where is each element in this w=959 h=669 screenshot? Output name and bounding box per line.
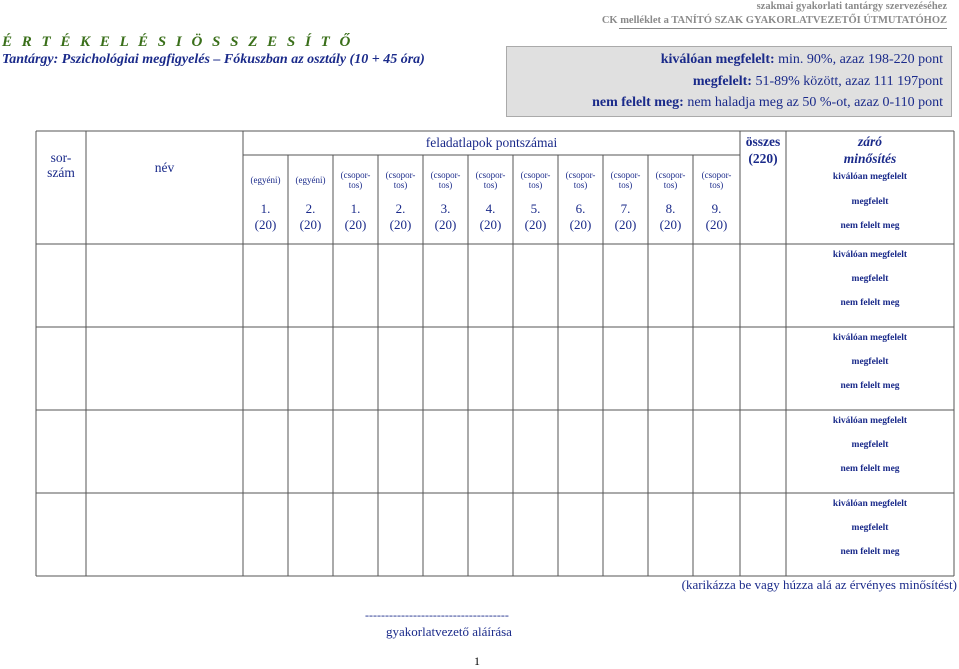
- task-type: (csopor- tos): [565, 170, 596, 190]
- header-task-scores: feladatlapok pontszámai: [425, 135, 558, 150]
- page-number: 1: [474, 654, 480, 668]
- task-type: (csopor- tos): [610, 170, 641, 190]
- task-number: 5.: [530, 201, 541, 216]
- eval-option-excellent[interactable]: kiválóan megfelelt: [832, 250, 908, 260]
- task-number: 7.: [620, 201, 631, 216]
- signature-label: gyakorlatvezető aláírása: [386, 624, 512, 639]
- document-subject: Tantárgy: Pszichológiai megfigyelés – Fókuszban az osztály (10 + 45 óra): [2, 52, 425, 67]
- task-max-points: (20): [659, 217, 682, 232]
- eval-option-excellent[interactable]: kiválóan megfelelt: [832, 333, 908, 343]
- task-number: 9.: [711, 201, 722, 216]
- eval-option-pass[interactable]: megfelelt: [851, 357, 889, 367]
- eval-option-pass[interactable]: megfelelt: [851, 440, 889, 450]
- task-type: (csopor- tos): [655, 170, 686, 190]
- task-type: (csopor- tos): [701, 170, 732, 190]
- task-max-points: (20): [434, 217, 457, 232]
- task-type: (csopor- tos): [340, 170, 371, 190]
- header-nev: név: [154, 160, 175, 175]
- document-title: É R T É K E L É S I Ö S S Z E S Í T Ő: [2, 34, 354, 50]
- signature-line: ------------------------------------: [365, 608, 509, 622]
- task-max-points: (20): [524, 217, 547, 232]
- eval-option-excellent[interactable]: kiválóan megfelelt: [832, 416, 908, 426]
- task-number: 6.: [575, 201, 586, 216]
- task-max-points: (20): [614, 217, 637, 232]
- task-max-points: (20): [254, 217, 277, 232]
- task-number: 1.: [350, 201, 361, 216]
- criteria-box: [506, 46, 952, 117]
- eval-option-pass[interactable]: megfelelt: [851, 197, 889, 207]
- criteria-pass-text: 51-89% között, azaz 111 197pont: [751, 74, 943, 89]
- task-type: (csopor- tos): [475, 170, 506, 190]
- task-max-points: (20): [569, 217, 592, 232]
- task-max-points: (20): [705, 217, 728, 232]
- header-line-1: szakmai gyakorlati tantárgy szervezéséhez: [756, 1, 947, 12]
- task-number: 3.: [440, 201, 451, 216]
- task-type: (csopor- tos): [520, 170, 551, 190]
- instruction-note: (karikázza be vagy húzza alá az érvényes minősítést): [681, 577, 957, 592]
- task-number: 1.: [260, 201, 271, 216]
- task-max-points: (20): [479, 217, 502, 232]
- header-total-2: (220): [748, 151, 778, 166]
- task-max-points: (20): [299, 217, 322, 232]
- criteria-pass: [693, 74, 943, 90]
- task-type: (egyéni): [250, 175, 281, 185]
- task-max-points: (20): [389, 217, 412, 232]
- task-number: 8.: [665, 201, 676, 216]
- eval-option-fail[interactable]: nem felelt meg: [840, 381, 900, 391]
- task-type: (csopor- tos): [430, 170, 461, 190]
- eval-option-pass[interactable]: megfelelt: [851, 274, 889, 284]
- task-number: 2.: [305, 201, 316, 216]
- criteria-fail-label: nem felelt meg:: [592, 95, 684, 110]
- task-type: (csopor- tos): [385, 170, 416, 190]
- eval-option-excellent[interactable]: kiválóan megfelelt: [832, 172, 908, 182]
- task-number: 2.: [395, 201, 406, 216]
- eval-option-excellent[interactable]: kiválóan megfelelt: [832, 499, 908, 509]
- header-sorszam-1: sor-: [50, 150, 72, 165]
- criteria-pass-label: megfelelt:: [692, 74, 752, 89]
- criteria-fail-text: nem haladja meg az 50 %-ot, azaz 0-110 pont: [683, 95, 943, 110]
- criteria-fail: [592, 95, 943, 111]
- criteria-excellent: [661, 52, 943, 68]
- eval-option-pass[interactable]: megfelelt: [851, 523, 889, 533]
- eval-option-fail[interactable]: nem felelt meg: [840, 464, 900, 474]
- header-final-2: minősítés: [843, 151, 897, 166]
- criteria-excellent-label: kiválóan megfelelt:: [660, 52, 775, 67]
- task-number: 4.: [485, 201, 496, 216]
- eval-option-fail[interactable]: nem felelt meg: [840, 221, 900, 231]
- task-max-points: (20): [344, 217, 367, 232]
- criteria-excellent-text: min. 90%, azaz 198-220 pont: [774, 52, 943, 67]
- header-final-1: záró: [857, 134, 882, 149]
- header-sorszam-2: szám: [47, 165, 75, 180]
- header-line-2: CK melléklet a TANÍTÓ SZAK GYAKORLATVEZETŐI ÚTMUTATÓHOZ: [601, 15, 947, 26]
- eval-option-fail[interactable]: nem felelt meg: [840, 547, 900, 557]
- header-total-1: összes: [745, 134, 781, 149]
- eval-option-fail[interactable]: nem felelt meg: [840, 298, 900, 308]
- task-type: (egyéni): [295, 175, 326, 185]
- header-rule: [619, 28, 947, 29]
